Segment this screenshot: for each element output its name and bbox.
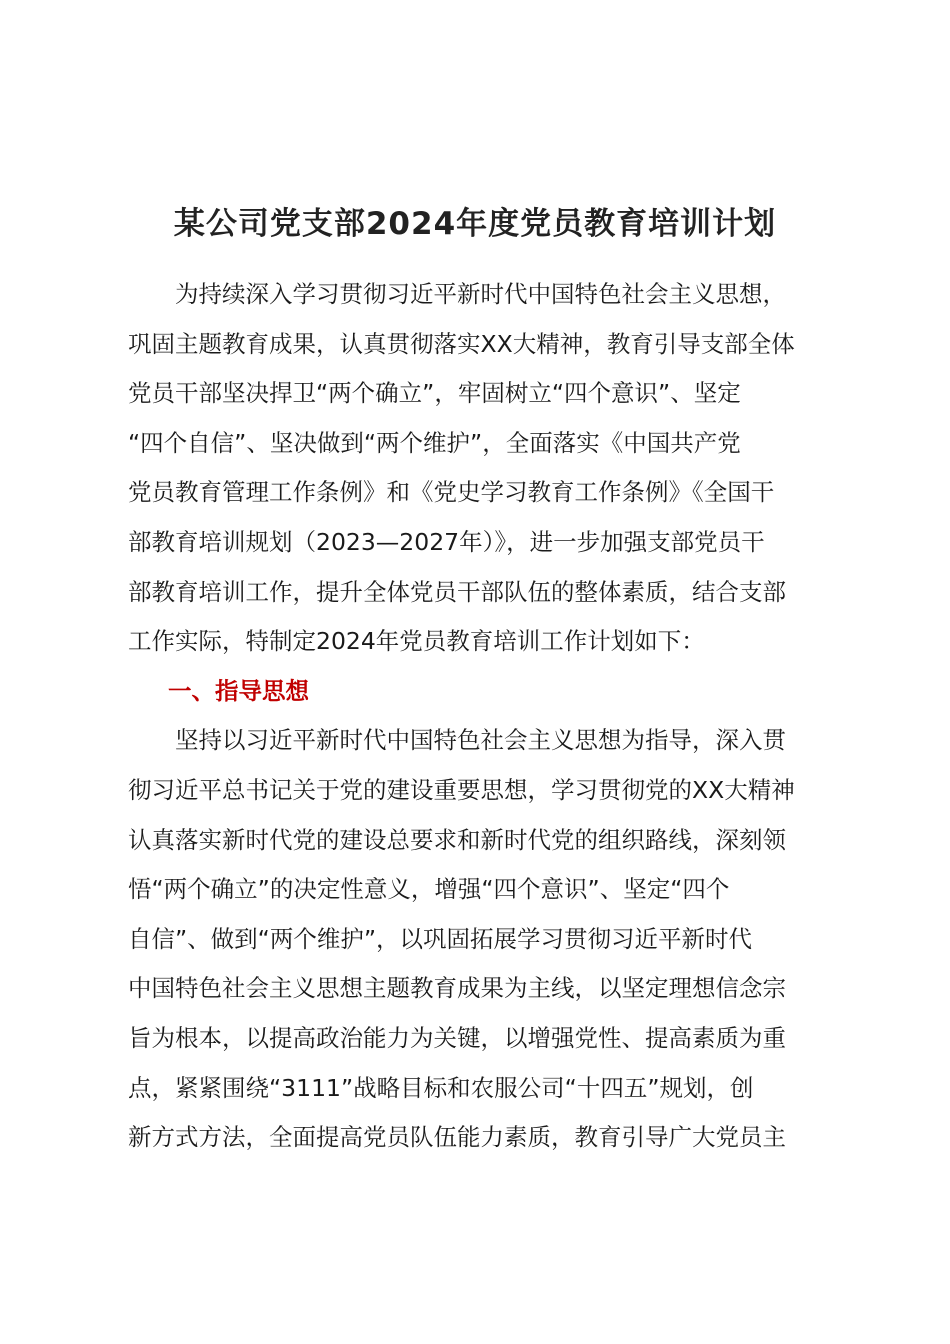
paragraph-line: 工作实际，特制定2024年党员教育培训工作计划如下： [128, 627, 705, 656]
paragraph-line: 部教育培训工作，提升全体党员干部队伍的整体素质，结合支部 [128, 577, 786, 606]
paragraph-line: 新方式方法，全面提高党员队伍能力素质，教育引导广大党员主 [128, 1123, 786, 1152]
paragraph-line: 自信”、做到“两个维护”，以巩固拓展学习贯彻习近平新时代 [128, 924, 753, 953]
paragraph-line: 点，紧紧围绕“3111”战略目标和农服公司“十四五”规划，创 [128, 1073, 754, 1102]
paragraph-line: 彻习近平总书记关于党的建设重要思想，学习贯彻党的XX大精神 [128, 775, 795, 804]
paragraph-line: 坚持以习近平新时代中国特色社会主义思想为指导，深入贯 [175, 726, 786, 755]
paragraph-line: 部教育培训规划（2023—2027年）》，进一步加强支部党员干 [128, 527, 765, 556]
paragraph-line: 党员教育管理工作条例》和《党史学习教育工作条例》《全国干 [128, 478, 775, 507]
paragraph-line: 旨为根本，以提高政治能力为关键，以增强党性、提高素质为重 [128, 1023, 786, 1052]
paragraph-line: 党员干部坚决捍卫“两个确立”，牢固树立“四个意识”、坚定 [128, 379, 741, 408]
paragraph-line: 认真落实新时代党的建设总要求和新时代党的组织路线，深刻领 [128, 825, 786, 854]
paragraph-intro [128, 270, 868, 1163]
paragraph-line: 巩固主题教育成果，认真贯彻落实XX大精神，教育引导支部全体 [128, 329, 795, 358]
paragraph-line: “四个自信”、坚决做到“两个维护”，全面落实《中国共产党 [128, 428, 741, 457]
document-title: 某公司党支部2024年度党员教育培训计划 [173, 206, 777, 242]
paragraph-line: 悟“两个确立”的决定性意义，增强“四个意识”、坚定“四个 [128, 875, 730, 904]
section-heading: 一、指导思想 [168, 676, 309, 705]
paragraph-line: 中国特色社会主义思想主题教育成果为主线，以坚定理想信念宗 [128, 974, 786, 1003]
paragraph-line: 为持续深入学习贯彻习近平新时代中国特色社会主义思想， [175, 280, 786, 308]
